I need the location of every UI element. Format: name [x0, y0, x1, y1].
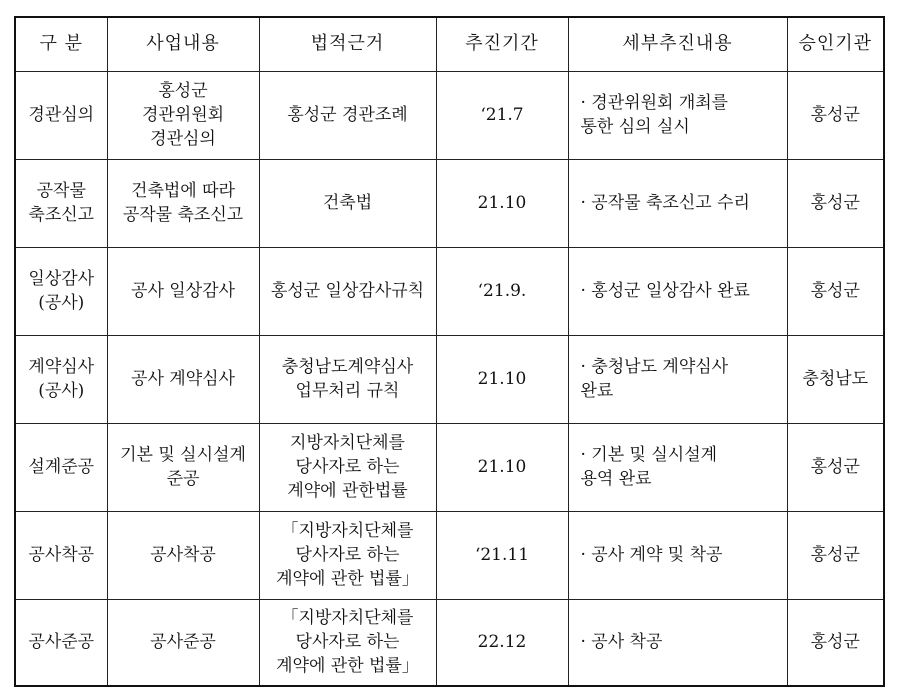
category-cell-line: 공작물: [36, 181, 86, 201]
detail-cell-line: 완료: [580, 381, 614, 401]
category-cell-line: (공사): [38, 293, 85, 313]
approver-cell: 홍성군: [787, 599, 884, 686]
header-content: 사업내용: [107, 17, 259, 71]
legal-basis-cell-line: 계약에 관한 법률」: [276, 569, 419, 589]
detail-cell: [568, 599, 787, 686]
header-detail: 세부추진내용: [568, 17, 787, 71]
table-row: [15, 423, 884, 511]
period-cell: ‘21.9.: [436, 247, 568, 335]
category-cell-line: 축조신고: [28, 205, 95, 225]
table-row: [15, 247, 884, 335]
project-schedule-table-container: [14, 16, 885, 687]
legal-basis-cell-line: 계약에 관한법률: [287, 481, 408, 501]
detail-cell-line: · 충청남도 계약심사: [580, 357, 729, 377]
category-cell-line: 공사준공: [28, 632, 95, 653]
table-body: [15, 71, 884, 686]
category-cell: [15, 71, 107, 159]
category-cell: [15, 159, 107, 247]
period-cell: ‘21.7: [436, 71, 568, 159]
legal-basis-cell-line: 건축법: [322, 193, 373, 213]
content-cell-line: 기본 및 실시설계: [120, 445, 246, 465]
content-cell: [107, 71, 259, 159]
period-cell: 21.10: [436, 423, 568, 511]
content-cell-line: 경관위원회: [141, 105, 225, 125]
content-cell-line: 공사착공: [150, 545, 216, 565]
table-row: [15, 511, 884, 599]
legal-basis-cell-line: 「지방자치단체를: [281, 521, 414, 541]
content-cell-line: 경관심의: [150, 129, 216, 149]
approver-cell: 홍성군: [787, 159, 884, 247]
period-cell: 22.12: [436, 599, 568, 686]
table-row: [15, 335, 884, 423]
detail-cell-line: 통한 심의 실시: [580, 117, 690, 137]
detail-cell-line: · 공사 착공: [580, 632, 663, 653]
detail-cell-line: · 홍성군 일상감사 완료: [580, 281, 750, 301]
approver-cell: 홍성군: [787, 71, 884, 159]
detail-cell-line: · 경관위원회 개최를: [580, 93, 729, 113]
legal-basis-cell: [259, 511, 436, 599]
approver-cell: 홍성군: [787, 423, 884, 511]
category-cell: [15, 599, 107, 686]
legal-basis-cell-line: 「지방자치단체를: [281, 608, 414, 629]
legal-basis-cell-line: 지방자치단체를: [290, 433, 405, 453]
legal-basis-cell-line: 충청남도계약심사: [281, 357, 414, 377]
category-cell: [15, 335, 107, 423]
period-cell: 21.10: [436, 335, 568, 423]
category-cell-line: 공사착공: [28, 545, 95, 565]
table-row: [15, 599, 884, 686]
legal-basis-cell-line: 홍성군 경관조례: [287, 105, 408, 125]
category-cell: [15, 511, 107, 599]
period-cell: ‘21.11: [436, 511, 568, 599]
detail-cell: [568, 511, 787, 599]
period-cell: 21.10: [436, 159, 568, 247]
detail-cell: [568, 423, 787, 511]
table-row: [15, 71, 884, 159]
legal-basis-cell-line: 계약에 관한 법률」: [276, 656, 419, 677]
table-row: [15, 159, 884, 247]
category-cell-line: 계약심사: [28, 357, 95, 377]
content-cell-line: 공작물 축조신고: [122, 205, 244, 225]
detail-cell: [568, 247, 787, 335]
detail-cell: [568, 335, 787, 423]
content-cell-line: 준공: [166, 469, 200, 489]
header-approver: 승인기관: [787, 17, 884, 71]
legal-basis-cell-line: 홍성군 일상감사규칙: [270, 281, 425, 301]
category-cell: [15, 247, 107, 335]
detail-cell-line: · 공작물 축조신고 수리: [580, 193, 750, 213]
detail-cell-line: · 기본 및 실시설계: [580, 445, 718, 465]
header-period: 추진기간: [436, 17, 568, 71]
approver-cell: 홍성군: [787, 247, 884, 335]
legal-basis-cell: [259, 599, 436, 686]
content-cell-line: 공사 일상감사: [131, 281, 235, 301]
content-cell: [107, 511, 259, 599]
header-legal-basis: 법적근거: [259, 17, 436, 71]
legal-basis-cell: [259, 159, 436, 247]
legal-basis-cell-line: 당사자로 하는: [295, 457, 400, 477]
content-cell: [107, 159, 259, 247]
content-cell-line: 건축법에 따라: [131, 181, 235, 201]
content-cell-line: 공사 계약심사: [131, 369, 235, 389]
project-schedule-table: [14, 16, 885, 687]
content-cell-line: 공사준공: [150, 632, 216, 653]
header-category: 구 분: [15, 17, 107, 71]
detail-cell-line: 용역 완료: [580, 469, 652, 489]
category-cell-line: 경관심의: [28, 105, 95, 125]
legal-basis-cell: [259, 335, 436, 423]
approver-cell: 홍성군: [787, 511, 884, 599]
table-header-row: [15, 17, 884, 71]
legal-basis-cell-line: 당사자로 하는: [295, 545, 400, 565]
category-cell-line: 일상감사: [28, 269, 95, 289]
content-cell: [107, 423, 259, 511]
legal-basis-cell-line: 당사자로 하는: [295, 632, 400, 653]
approver-cell: 충청남도: [787, 335, 884, 423]
detail-cell: [568, 71, 787, 159]
category-cell-line: 설계준공: [28, 457, 95, 477]
legal-basis-cell: [259, 423, 436, 511]
legal-basis-cell: [259, 71, 436, 159]
legal-basis-cell-line: 업무처리 규칙: [295, 381, 400, 401]
detail-cell-line: · 공사 계약 및 착공: [580, 545, 723, 565]
content-cell: [107, 599, 259, 686]
detail-cell: [568, 159, 787, 247]
category-cell: [15, 423, 107, 511]
content-cell: [107, 247, 259, 335]
content-cell-line: 홍성군: [158, 81, 208, 101]
legal-basis-cell: [259, 247, 436, 335]
category-cell-line: (공사): [38, 381, 85, 401]
content-cell: [107, 335, 259, 423]
